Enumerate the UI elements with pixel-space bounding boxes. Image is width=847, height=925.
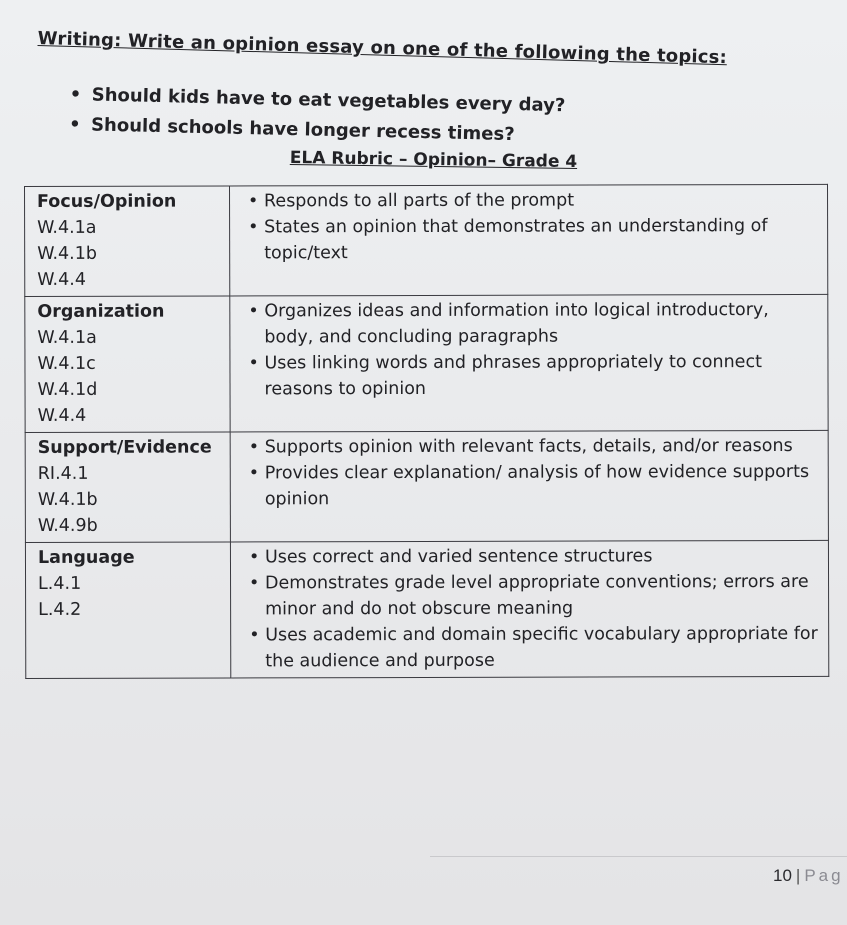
bullet-icon: • [249,573,260,594]
criterion-item [241,543,822,571]
rubric-row-focus-opinion [25,184,828,296]
bullet-icon: • [248,437,260,458]
criterion-item [241,459,822,513]
standard-code: L.4.1 [38,573,82,594]
rubric-title: ELA Rubric – Opinion– Grade 4 [289,148,578,173]
page-number-value: 10 [773,866,792,885]
standard-code: W.4.9b [37,515,98,536]
criterion-text: Responds to all parts of the prompt [264,190,575,212]
criterion-text: Supports opinion with relevant facts, details, and/or reasons [264,435,793,458]
standard-code: W.4.1a [37,217,97,238]
bullet-icon: • [248,191,259,212]
category-label: Focus/Opinion [37,191,177,212]
criterion-text: States an opinion that demonstrates an understanding of topic/text [264,216,768,264]
bullet-icon: • [68,113,81,136]
criteria-list [240,297,821,403]
standard-code: W.4.1b [37,243,98,264]
criterion-item [241,433,822,461]
bullet-icon: • [248,463,260,484]
criterion-item [240,349,821,403]
rubric-row-language [25,540,828,678]
rubric-table [24,184,829,679]
topic-text: Should schools have longer recess times? [90,114,515,146]
criteria-cell [230,540,828,678]
page-label: Pag [804,866,844,885]
page-separator: | [795,866,801,885]
bullet-icon: • [248,217,259,238]
standard-code: RI.4.1 [37,463,89,484]
standard-code: W.4.4 [37,269,86,290]
category-label: Organization [37,301,165,322]
standard-code: W.4.1c [37,353,96,374]
topic-item [69,114,565,146]
criterion-text: Uses academic and domain specific vocabulary appropriate for the audience and purpose [265,623,818,672]
category-label: Support/Evidence [37,437,212,458]
criterion-text: Uses linking words and phrases appropriately to connect reasons to opinion [264,352,762,400]
standard-code: W.4.1d [37,379,98,400]
topic-list [69,84,566,155]
category-cell [25,186,230,297]
page-number [773,866,844,886]
standard-code: W.4.1a [37,327,97,348]
standard-code: W.4.4 [37,405,87,426]
rubric-row-organization [25,294,828,432]
criterion-text: Uses correct and varied sentence structures [264,546,653,568]
bullet-icon: • [249,625,260,646]
criterion-item [240,187,821,215]
category-cell [25,432,230,543]
category-cell [25,296,230,433]
category-label: Language [37,547,135,568]
criteria-list [240,187,821,267]
criterion-text: Provides clear explanation/ analysis of how evidence supports opinion [264,461,810,510]
criteria-cell [230,430,828,542]
criterion-item [240,297,821,351]
criteria-cell [230,294,828,432]
topic-item [70,84,566,116]
bullet-icon: • [248,547,260,568]
category-cell [25,542,230,679]
criterion-item [241,569,822,623]
bullet-icon: • [248,301,259,322]
topic-text: Should kids have to eat vegetables every day? [91,84,566,117]
writing-prompt-heading: Writing: Write an opinion essay on one of the following the topics: [37,28,728,69]
criteria-list [241,543,822,675]
footer-divider [430,856,847,857]
criteria-list [241,433,822,513]
criterion-text: Organizes ideas and information into logical introductory, body, and concluding paragraphs [264,300,769,348]
bullet-icon: • [248,353,259,374]
criterion-text: Demonstrates grade level appropriate conventions; errors are minor and do not obscure meaning [265,571,809,620]
criteria-cell [230,184,828,296]
criterion-item [240,213,821,267]
standard-code: L.4.2 [38,599,82,620]
criterion-item [241,621,822,675]
rubric-row-support-evidence [25,430,828,542]
standard-code: W.4.1b [37,489,98,510]
bullet-icon: • [69,84,82,106]
